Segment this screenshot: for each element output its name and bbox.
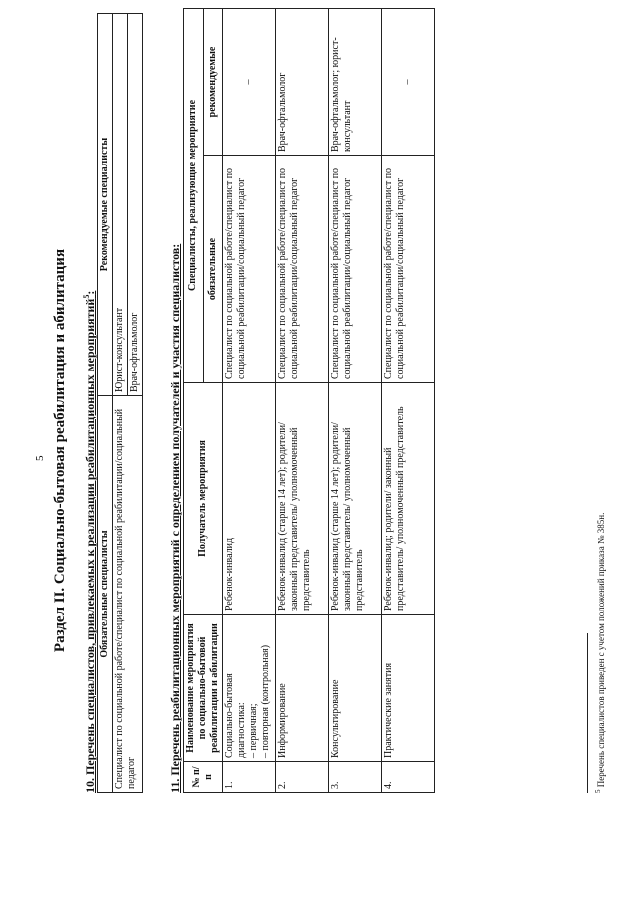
row-name: Консультирование	[329, 615, 382, 762]
header-name: Наименование мероприятия по социально-бытовой реабилитации и абилитации	[184, 615, 223, 762]
footnote-marker: 5	[594, 789, 602, 793]
row-required: Специалист по социальной работе/специалист по социальной реабилитации/социальный педагог	[276, 156, 329, 383]
row-required: Специалист по социальной работе/специалист по социальной реабилитации/социальный педагог	[382, 156, 435, 383]
header-recipient: Получатель мероприятия	[184, 383, 223, 615]
section-title: Раздел II. Социально-бытовая реабилитация и абилитация	[52, 248, 68, 653]
row-recipient: Ребенок-инвалид; родители/ законный представитель/ уполномоченный представитель	[382, 383, 435, 615]
row-num: 3.	[329, 762, 382, 793]
required-specialists-cell: Специалист по социальной работе/специалист по социальной реабилитации/социальный педагог	[113, 396, 143, 793]
row-recipient: Ребенок-инвалид (старше 14 лет); родители/ законный представитель/ уполномоченный представитель	[329, 383, 382, 615]
table-row	[329, 9, 382, 793]
list-item: – первичная;	[248, 618, 260, 758]
header-required: обязательные	[203, 156, 223, 383]
footnote-ref: 5	[82, 294, 91, 299]
row-recipient: Ребенок-инвалид (старше 14 лет); родители/ законный представитель/ уполномоченный представитель	[276, 383, 329, 615]
section10-heading-colon: :	[83, 290, 97, 295]
footnote-separator	[587, 633, 588, 793]
table-row	[223, 9, 276, 793]
col-required-header: Обязательные специалисты	[98, 396, 113, 793]
row-name	[223, 615, 276, 762]
row-recipient: Ребенок-инвалид	[223, 383, 276, 615]
row-recommended: Врач-офтальмолог	[276, 9, 329, 156]
page-number: 5	[34, 455, 46, 461]
row-name: Практические занятия	[382, 615, 435, 762]
header-recommended: рекомендуемые	[203, 9, 223, 156]
row-required: Специалист по социальной работе/специалист по социальной реабилитации/социальный педагог	[329, 156, 382, 383]
row-num: 2.	[276, 762, 329, 793]
section10-heading-text: 10. Перечень специалистов, привлекаемых к реализации реабилитационных мероприятий	[83, 298, 97, 793]
table-row	[276, 9, 329, 793]
section10-heading	[82, 291, 98, 793]
row-required: Специалист по социальной работе/специалист по социальной реабилитации/социальный педагог	[223, 156, 276, 383]
row-num: 1.	[223, 762, 276, 793]
recommended-specialist: Юрист-консультант	[113, 14, 128, 396]
header-num: № п/п	[184, 762, 223, 793]
row-num: 4.	[382, 762, 435, 793]
specialists-table	[97, 13, 143, 793]
row-name: Информирование	[276, 615, 329, 762]
section11-heading: 11. Перечень реабилитационных мероприятий с определением получателей и участия специалистов:	[168, 243, 182, 793]
diagnostics-subtypes	[248, 618, 272, 758]
activities-table	[183, 8, 435, 793]
col-recommended-header: Рекомендуемые специалисты	[98, 14, 113, 396]
footnote-text: Перечень специалистов приведен с учетом положений приказа № 385н.	[596, 512, 606, 788]
row-name-text: Социально-бытовая диагностика:	[224, 673, 247, 758]
table-row	[382, 9, 435, 793]
list-item: – повторная (контрольная)	[260, 618, 272, 758]
row-recommended: –	[223, 9, 276, 156]
row-recommended: Врач-офтальмолог; юрист-консультант	[329, 9, 382, 156]
recommended-specialist: Врач-офтальмолог	[128, 14, 143, 396]
header-specialists: Специалисты, реализующие мероприятие	[184, 9, 204, 383]
row-recommended: –	[382, 9, 435, 156]
footnote	[594, 513, 606, 793]
